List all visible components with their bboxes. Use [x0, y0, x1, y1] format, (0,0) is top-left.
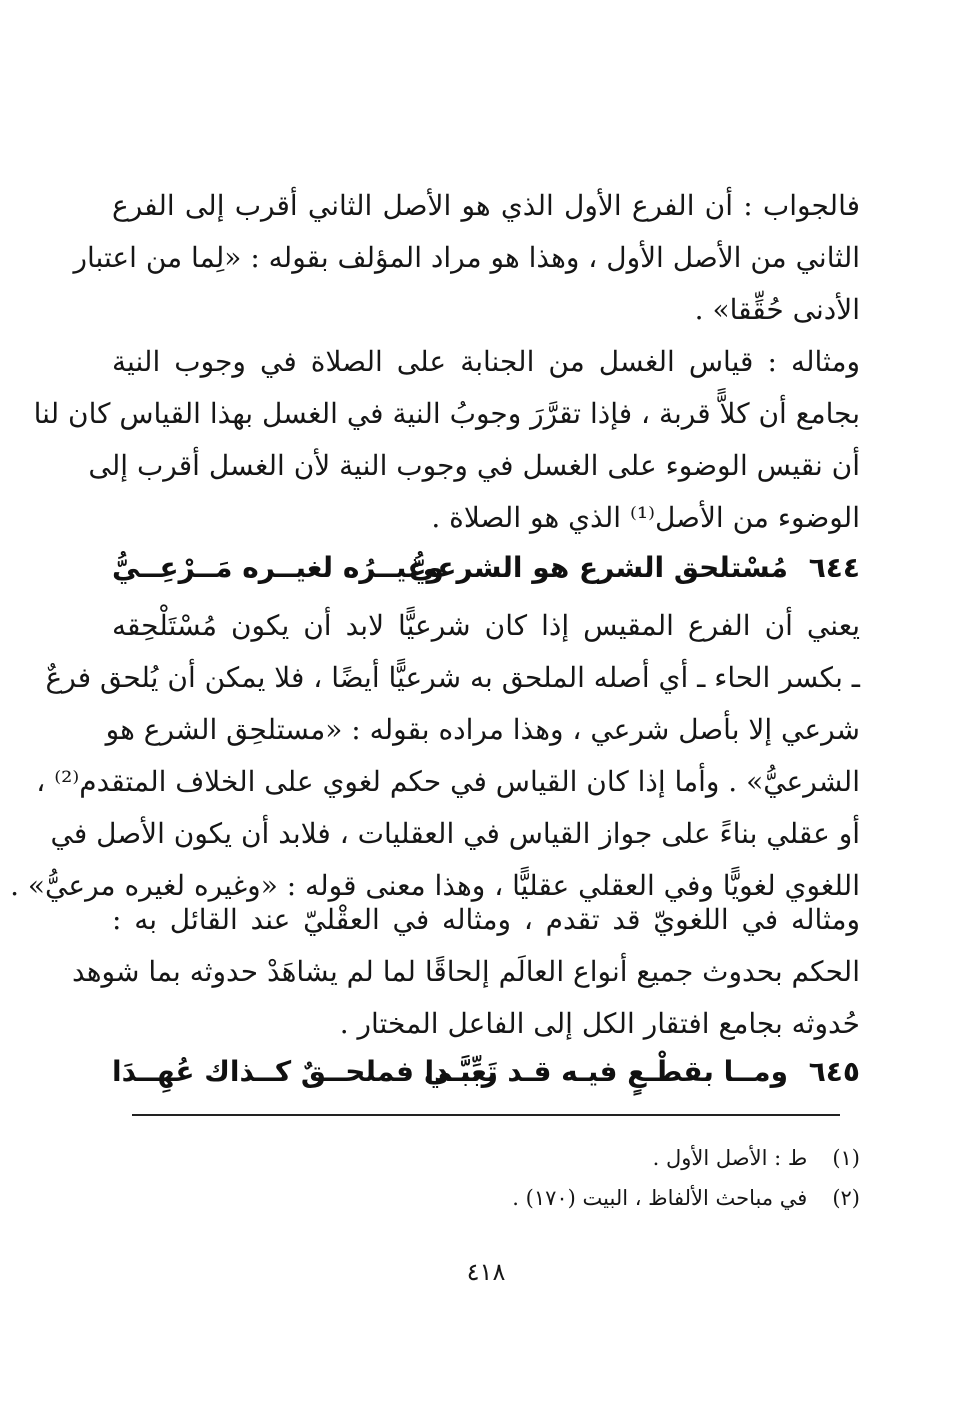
body-text-line: شرعي إلا بأصل شرعي ، وهذا مراده بقوله : «مستلحِق الشرع هو	[105, 713, 860, 746]
footnote	[112, 1178, 860, 1218]
verse-644	[112, 542, 860, 594]
verse-hemistich-first: ومــا بقطْـعٍ فيـه قـد تَعبَّـدا	[424, 1055, 788, 1088]
verse-number: ٦٤٤	[808, 551, 860, 584]
body-text-line: يعني أن الفرع المقيس إذا كان شرعيًّا لابد أن يكون مُسْتَلْحِقه	[112, 609, 860, 642]
verse-hemistich-second: وغيــرُه لغيــره مَــرْعِــيُّ	[112, 551, 444, 584]
body-text-line: اللغوي لغويًّا وفي العقلي عقليًّا ، وهذا معنى قوله : «وغيره لغيره مرعيُّ» .	[10, 869, 860, 902]
body-text-line: الثاني من الأصل الأول ، وهذا هو مراد المؤلف بقوله : «لِما من اعتبار	[73, 241, 860, 274]
body-text-line: ومثاله في اللغويّ قد تقدم ، ومثاله في العقْليّ عند القائل به :	[112, 903, 860, 936]
body-text-line: الحكم بحدوث جميع أنواع العالَم إلحاقًا لما لم يشاهَدْ حدوثه بما شوهد	[72, 955, 860, 988]
verse-hemistich-second: ربِّــي فملحــقٌ كــذاك عُهِــدَا	[112, 1055, 498, 1088]
footnote-text: في مباحث الألفاظ ، البيت (١٧٠) .	[512, 1186, 808, 1210]
body-text-line: أن نقيس الوضوء على الغسل في وجوب النية لأن الغسل أقرب إلى	[88, 449, 860, 482]
footnote-number: (٢)	[832, 1186, 860, 1210]
verse-645	[112, 1046, 860, 1098]
body-text-line: حُدوثه بجامع افتقار الكل إلى الفاعل المختار .	[339, 1007, 860, 1040]
footnote-number: (١)	[832, 1146, 860, 1170]
verse-hemistich-first: مُسْتلحق الشرع هو الشرعيُّ	[409, 551, 788, 584]
body-text-line: الوضوء من الأصل⁽¹⁾ الذي هو الصلاة .	[431, 501, 860, 534]
footnote	[112, 1138, 860, 1178]
footnote-text: ط : الأصل الأول .	[652, 1146, 808, 1170]
body-text-line: فالجواب : أن الفرع الأول الذي هو الأصل الثاني أقرب إلى الفرع	[112, 189, 860, 222]
body-text-line: الأدنى حُقِّقا» .	[694, 293, 860, 326]
body-text-line: أو عقلي بناءً على جواز القياس في العقليات ، فلابد أن يكون الأصل في	[50, 817, 860, 850]
page-number: ٤١٨	[466, 1258, 506, 1286]
body-text-line: ـ بكسر الحاء ـ أي أصله الملحق به شرعيًّا أيضًا ، فلا يمكن أن يُلحق فرعٌ	[45, 661, 860, 694]
verse-number: ٦٤٥	[808, 1055, 860, 1088]
footnote-separator	[132, 1114, 840, 1116]
body-text-line: بجامع أن كلاًّ قربة ، فإذا تقرَّرَ وجوبُ النية في الغسل بهذا القياس كان لنا	[33, 397, 860, 430]
body-text-line: الشرعيُّ» . وأما إذا كان القياس في حكم لغوي على الخلاف المتقدم⁽²⁾ ،	[36, 765, 860, 798]
body-text-line: ومثاله : قياس الغسل من الجنابة على الصلاة في وجوب النية	[112, 345, 861, 378]
